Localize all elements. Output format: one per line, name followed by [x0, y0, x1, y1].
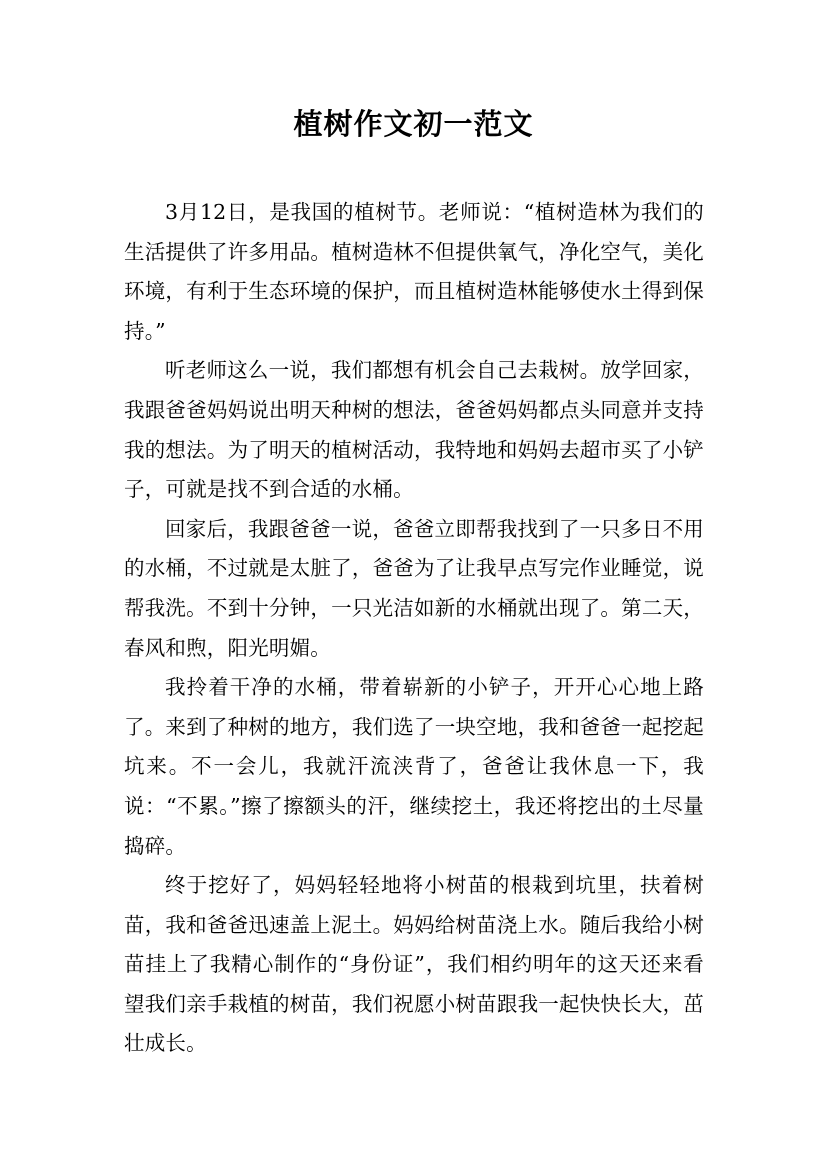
paragraph-2: 听老师这么一说，我们都想有机会自己去栽树。放学回家，我跟爸爸妈妈说出明天种树的想法，爸爸妈妈都点头同意并支持我的想法。为了明天的植树活动，我特地和妈妈去超市买了小铲子，可就是找不到合适的水桶。 [124, 358, 704, 502]
paragraph-3: 回家后，我跟爸爸一说，爸爸立即帮我找到了一只多日不用的水桶，不过就是太脏了，爸爸为了让我早点写完作业睡觉，说帮我洗。不到十分钟，一只光洁如新的水桶就出现了。第二天，春风和煦，阳光明媚。 [124, 516, 704, 660]
document-title: 植树作文初一范文 [293, 107, 534, 141]
paragraph-5: 终于挖好了，妈妈轻轻地将小树苗的根栽到坑里，扶着树苗，我和爸爸迅速盖上泥土。妈妈给树苗浇上水。随后我给小树苗挂上了我精心制作的“身份证”，我们相约明年的这天还来看望我们亲手栽植的树苗，我们祝愿小树苗跟我一起快快长大，茁壮成长。 [124, 873, 704, 1056]
paragraph-1: 3月12日，是我国的植树节。老师说：“植树造林为我们的生活提供了许多用品。植树造林不但提供氧气，净化空气，美化环境，有利于生态环境的保护，而且植树造林能够使水土得到保持。” [124, 200, 704, 343]
paragraph-4: 我拎着干净的水桶，带着崭新的小铲子，开开心心地上路了。来到了种树的地方，我们选了一块空地，我和爸爸一起挖起坑来。不一会儿，我就汗流浃背了，爸爸让我休息一下，我说：“不累。”擦了擦额头的汗，继续挖土，我还将挖出的土尽量捣碎。 [124, 675, 704, 858]
document-body [124, 193, 704, 1064]
